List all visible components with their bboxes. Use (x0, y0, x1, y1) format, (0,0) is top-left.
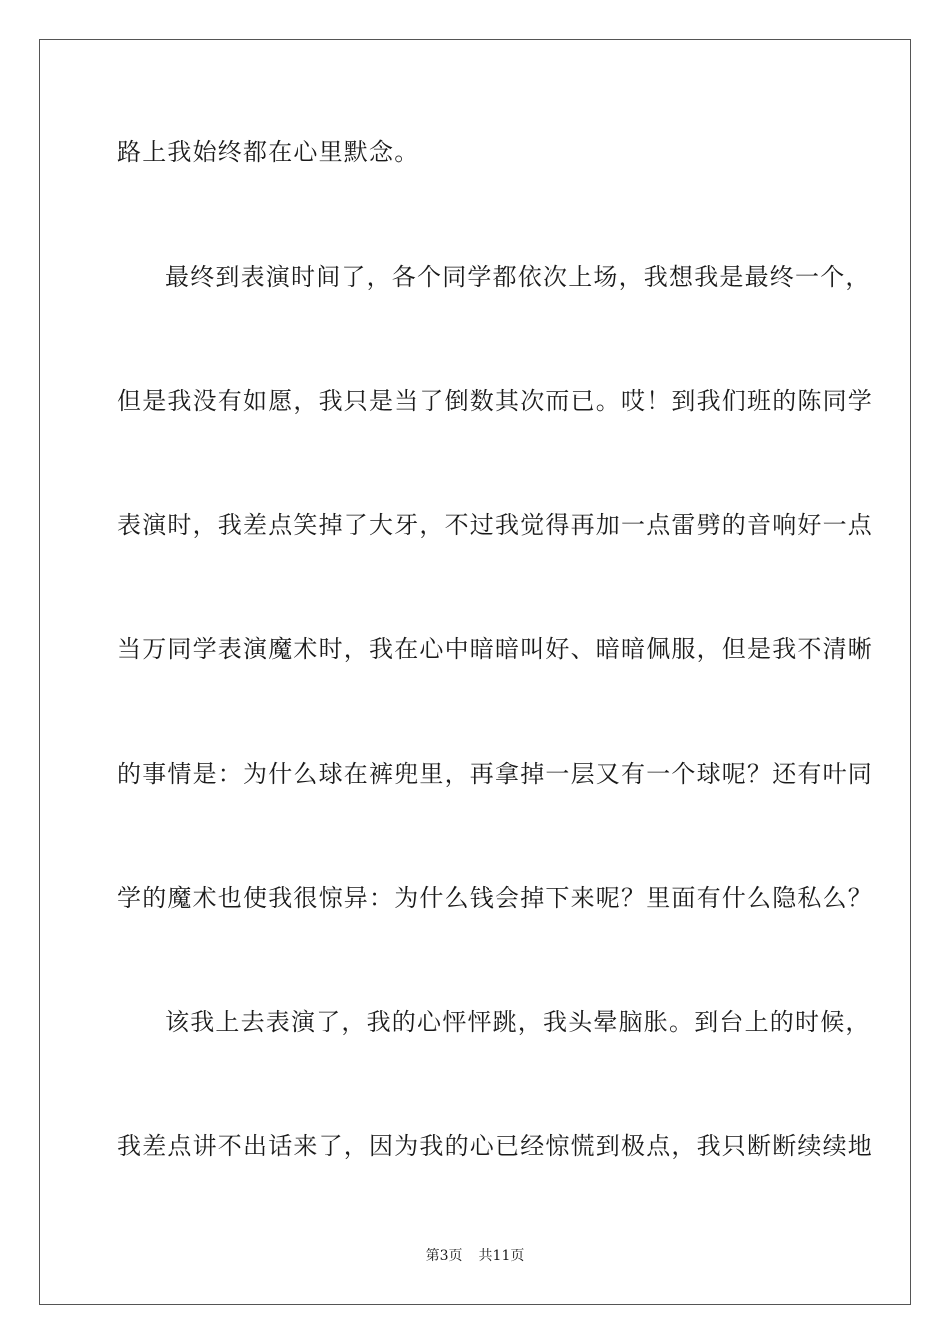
paragraph-line: 但是我没有如愿，我只是当了倒数其次而已。哎！到我们班的陈同学 (117, 387, 873, 415)
paragraph-line: 我差点讲不出话来了，因为我的心已经惊慌到极点，我只断断续续地 (117, 1132, 873, 1160)
paragraph-line: 学的魔术也使我很惊异：为什么钱会掉下来呢？里面有什么隐私么？ (117, 884, 873, 912)
page-number: 第3页 (425, 1248, 463, 1264)
paragraph-line: 路上我始终都在心里默念。 (117, 138, 420, 166)
paragraph-line: 表演时，我差点笑掉了大牙，不过我觉得再加一点雷劈的音响好一点 (117, 511, 873, 539)
paragraph-line: 该我上去表演了，我的心怦怦跳，我头晕脑胀。到台上的时候， (165, 1008, 871, 1036)
paragraph-line: 最终到表演时间了，各个同学都依次上场，我想我是最终一个， (165, 263, 871, 291)
page-total: 共11页 (478, 1248, 525, 1264)
paragraph-line: 的事情是：为什么球在裤兜里，再拿掉一层又有一个球呢？还有叶同 (117, 760, 873, 788)
paragraph-line: 当万同学表演魔术时，我在心中暗暗叫好、暗暗佩服，但是我不清晰 (117, 635, 873, 663)
page-footer (0, 1247, 950, 1265)
page-border (39, 39, 911, 1305)
